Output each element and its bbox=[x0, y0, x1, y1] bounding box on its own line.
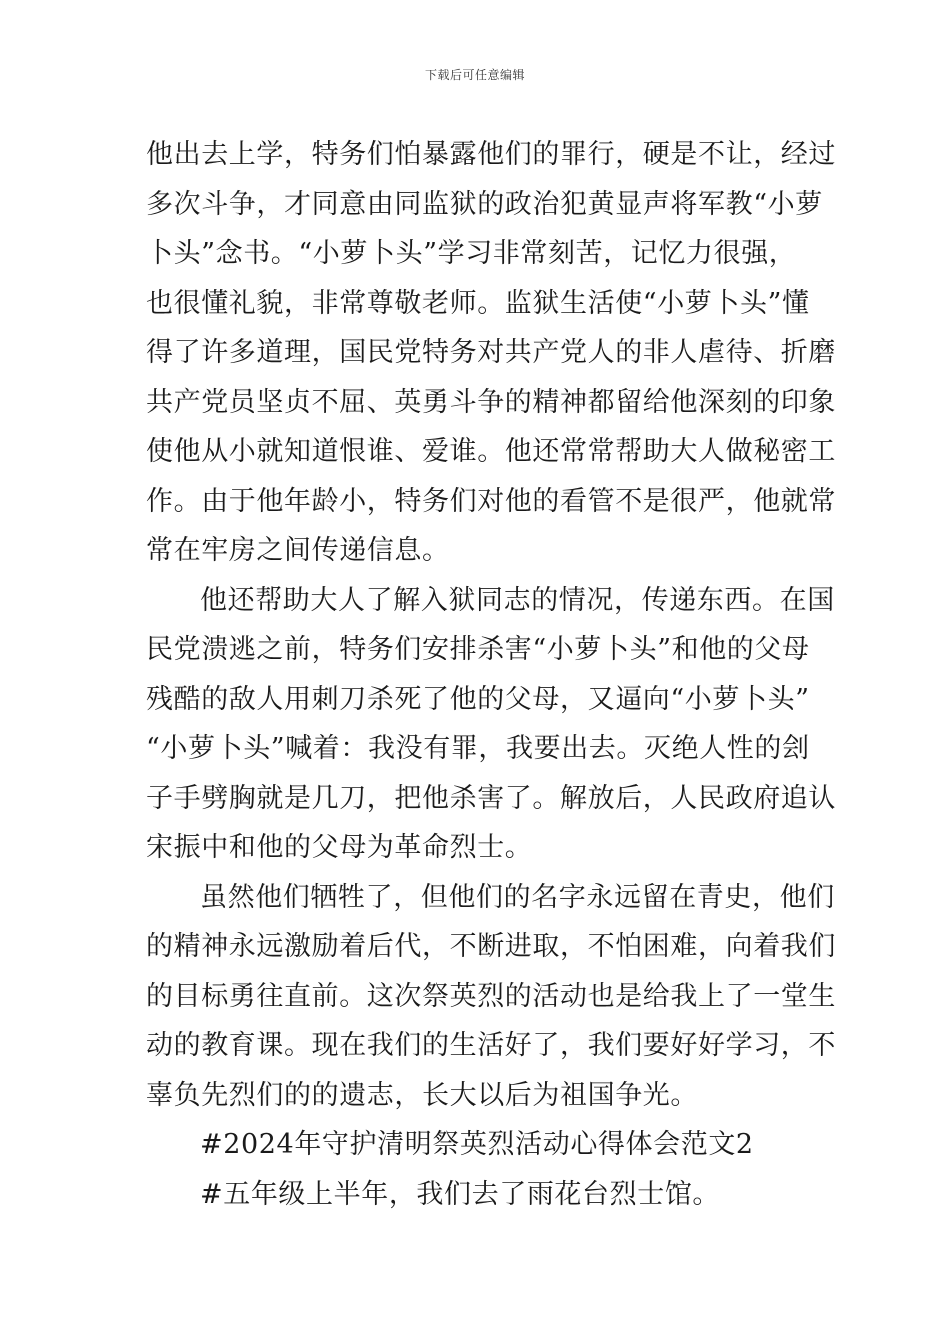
text-line: 残酷的敌人用刺刀杀死了他的父母，又逼向“小萝卜头” bbox=[146, 683, 810, 715]
section-intro-line: #五年级上半年，我们去了雨花台烈士馆。 bbox=[200, 1178, 721, 1210]
text-line: 常在牢房之间传递信息。 bbox=[146, 535, 450, 566]
page-header: 下载后可任意编辑 bbox=[424, 68, 525, 82]
text-line: 民党溃逃之前，特务们安排杀害“小萝卜头”和他的父母 bbox=[146, 634, 810, 665]
text-line: 使他从小就知道恨谁、爱谁。他还常常帮助大人做秘密工 bbox=[146, 436, 836, 467]
text-line: 的精神永远激励着后代，不断进取，不怕困难，向着我们 bbox=[146, 931, 836, 962]
text-line: “小萝卜头”喊着：我没有罪，我要出去。灭绝人性的刽 bbox=[146, 733, 810, 764]
text-line: 辜负先烈们的的遗志，长大以后为祖国争光。 bbox=[146, 1079, 698, 1111]
paragraph-start-line: 他还帮助大人了解入狱同志的情况，传递东西。在国 bbox=[200, 584, 835, 616]
body-text bbox=[146, 130, 836, 1219]
text-line: 多次斗争，才同意由同监狱的政治犯黄显声将军教“小萝 bbox=[146, 188, 823, 220]
text-line: 得了许多道理，国民党特务对共产党人的非人虐待、折磨 bbox=[146, 337, 836, 368]
text-line: 也很懂礼貌，非常尊敬老师。监狱生活使“小萝卜头”懂 bbox=[146, 287, 810, 319]
text-line: 宋振中和他的父母为革命烈士。 bbox=[146, 832, 533, 863]
paragraph-start-line: 虽然他们牺牲了，但他们的名字永远留在青史，他们 bbox=[200, 881, 835, 913]
section-heading: #2024年守护清明祭英烈活动心得体会范文2 bbox=[200, 1129, 754, 1160]
text-line: 共产党员坚贞不屈、英勇斗争的精神都留给他深刻的印象 bbox=[146, 386, 836, 418]
text-line: 动的教育课。现在我们的生活好了，我们要好好学习，不 bbox=[146, 1030, 836, 1061]
text-line: 卜头”念书。“小萝卜头”学习非常刻苦，记忆力很强， bbox=[146, 238, 797, 269]
text-line: 的目标勇往直前。这次祭英烈的活动也是给我上了一堂生 bbox=[146, 980, 836, 1012]
text-line: 子手劈胸就是几刀，把他杀害了。解放后，人民政府追认 bbox=[146, 782, 836, 814]
text-line: 他出去上学，特务们怕暴露他们的罪行，硬是不让，经过 bbox=[146, 139, 836, 170]
text-line: 作。由于他年龄小，特务们对他的看管不是很严，他就常 bbox=[146, 485, 836, 517]
